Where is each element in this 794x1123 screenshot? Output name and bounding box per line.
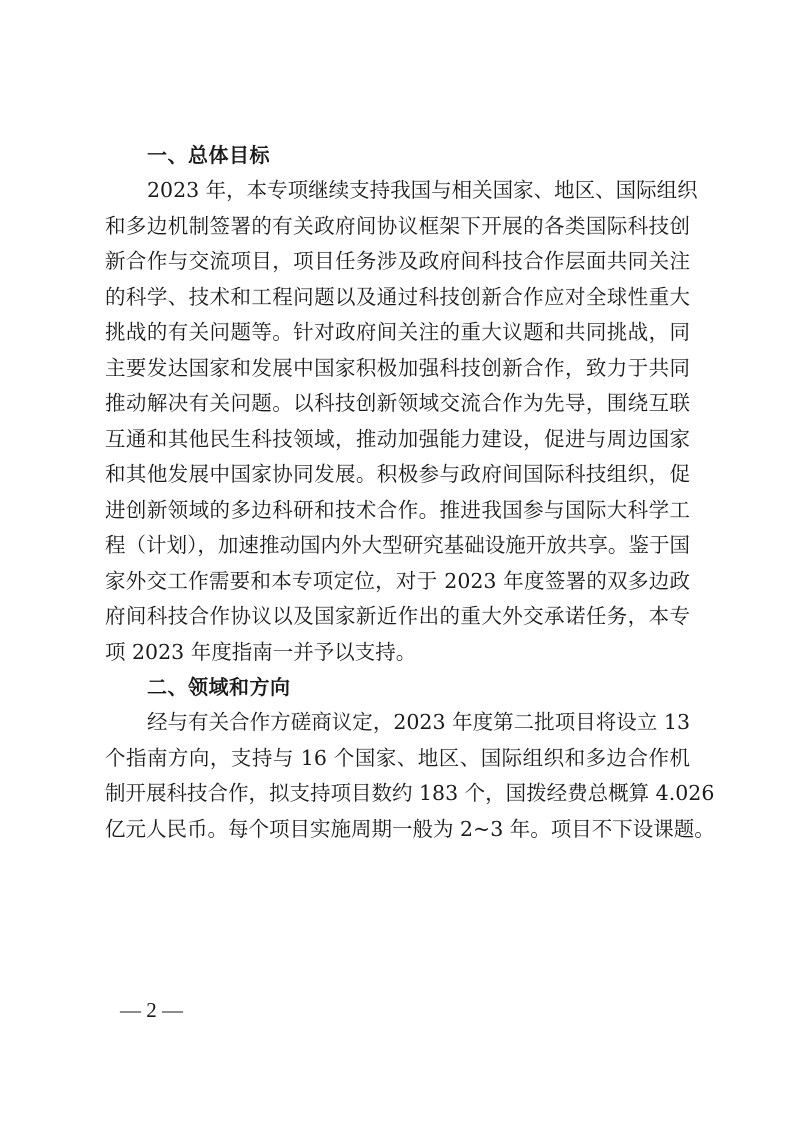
text-line: 进创新领域的多边科研和技术合作。推进我国参与国际大科学工 bbox=[105, 497, 690, 522]
text-line: 个指南方向，支持与 16 个国家、地区、国际组织和多边合作机 bbox=[105, 745, 690, 770]
page-number: — 2 — bbox=[120, 998, 183, 1022]
paragraph-fields-directions bbox=[105, 705, 715, 847]
text-line: 家外交工作需要和本专项定位，对于 2023 年度签署的双多边政 bbox=[105, 568, 690, 593]
text-line: 项 2023 年度指南一并予以支持。 bbox=[105, 639, 417, 664]
text-line: 2023 年，本专项继续支持我国与相关国家、地区、国际组织 bbox=[147, 178, 698, 202]
paragraph-overall-goals bbox=[105, 173, 698, 670]
text-line: 亿元人民币。每个项目实施周期一般为 2~3 年。项目不下设课题。 bbox=[105, 816, 715, 841]
text-line: 新合作与交流项目，项目任务涉及政府间科技合作层面共同关注 bbox=[105, 249, 690, 273]
section-heading-fields-directions: 二、领域和方向 bbox=[147, 675, 291, 699]
text-line: 互通和其他民生科技领域，推动加强能力建设，促进与周边国家 bbox=[105, 426, 690, 451]
text-line: 经与有关合作方磋商议定，2023 年度第二批项目将设立 13 bbox=[147, 710, 690, 734]
text-line: 挑战的有关问题等。针对政府间关注的重大议题和共同挑战，同 bbox=[105, 320, 690, 344]
text-line: 和其他发展中国家协同发展。积极参与政府间国际科技组织，促 bbox=[105, 462, 690, 486]
text-line: 府间科技合作协议以及国家新近作出的重大外交承诺任务，本专 bbox=[105, 604, 690, 628]
text-line: 推动解决有关问题。以科技创新领域交流合作为先导，围绕互联 bbox=[105, 391, 690, 415]
text-line: 主要发达国家和发展中国家积极加强科技创新合作，致力于共同 bbox=[105, 355, 690, 380]
text-line: 制开展科技合作，拟支持项目数约 183 个，国拨经费总概算 4.026 bbox=[105, 781, 715, 805]
document-page bbox=[105, 138, 715, 847]
text-line: 和多边机制签署的有关政府间协议框架下开展的各类国际科技创 bbox=[105, 213, 690, 238]
text-line: 程（计划），加速推动国内外大型研究基础设施开放共享。鉴于国 bbox=[105, 533, 690, 557]
section-heading-overall-goals: 一、总体目标 bbox=[147, 143, 270, 167]
text-line: 的科学、技术和工程问题以及通过科技创新合作应对全球性重大 bbox=[105, 284, 690, 309]
